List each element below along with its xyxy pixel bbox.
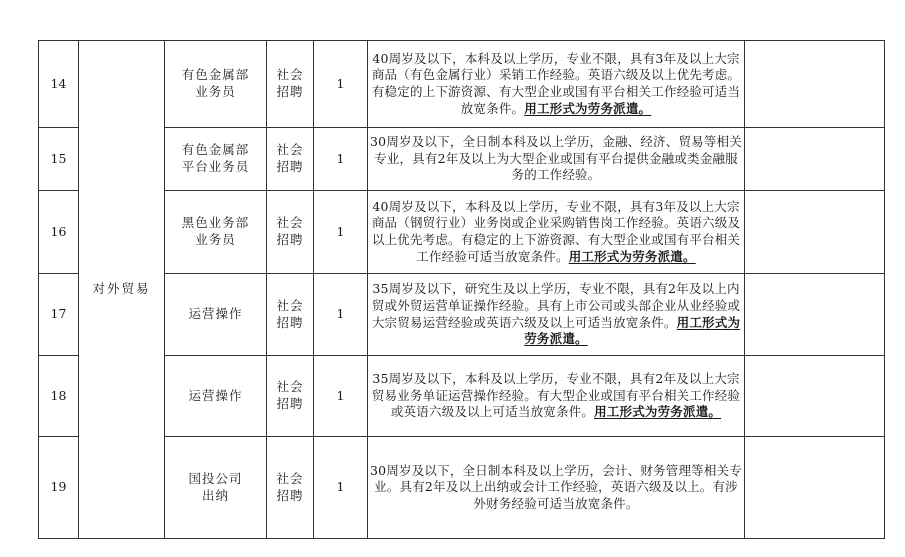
requirements-cell xyxy=(368,128,745,191)
recruit-type-cell xyxy=(267,274,314,356)
remarks-cell xyxy=(745,191,885,274)
table-row xyxy=(39,274,885,356)
table-row xyxy=(39,191,885,274)
position-cell xyxy=(165,128,267,191)
recruit-type: 社会 招聘 xyxy=(276,67,304,99)
recruit-type: 社会 招聘 xyxy=(276,142,304,174)
remarks-cell xyxy=(745,437,885,539)
employment-form-note: 用工形式为劳务派遣。 xyxy=(594,404,722,420)
recruitment-table xyxy=(38,40,885,539)
category-cell: 对外贸易 xyxy=(79,41,165,539)
position-cell xyxy=(165,274,267,356)
headcount-cell: 1 xyxy=(314,41,368,128)
recruit-type: 社会 招聘 xyxy=(276,297,304,330)
requirements-cell xyxy=(368,274,745,356)
row-number: 18 xyxy=(39,356,79,437)
headcount-cell: 1 xyxy=(314,191,368,274)
position-cell xyxy=(165,41,267,128)
remarks-cell xyxy=(745,274,885,356)
headcount-cell: 1 xyxy=(314,274,368,356)
table-row xyxy=(39,128,885,191)
position-name: 有色金属部 业务员 xyxy=(181,67,250,99)
requirements-cell xyxy=(368,437,745,539)
requirements-text: 30周岁及以下，全日制本科及以上学历，金融、经济、贸易等相关专业，具有2年及以上为大型企业或国有平台提供金融或类金融服务的工作经验。 xyxy=(370,134,742,183)
requirements-cell xyxy=(368,41,745,128)
headcount-cell: 1 xyxy=(314,437,368,539)
employment-form-note: 用工形式为劳务派遣。 xyxy=(524,100,652,116)
recruit-type-cell xyxy=(267,41,314,128)
position-cell xyxy=(165,191,267,274)
headcount-cell: 1 xyxy=(314,356,368,437)
recruit-type-cell xyxy=(267,437,314,539)
headcount-cell: 1 xyxy=(314,128,368,191)
position-name: 运营操作 xyxy=(188,387,243,403)
employment-form-note: 用工形式为劳务派遣。 xyxy=(568,248,696,264)
recruit-type: 社会 招聘 xyxy=(276,379,304,411)
recruit-type: 社会 招聘 xyxy=(276,470,304,503)
employment-form-note: 用工形式为劳务派遣。 xyxy=(524,314,741,347)
position-name: 国投公司 出纳 xyxy=(188,470,243,503)
table-row xyxy=(39,41,885,128)
row-number: 19 xyxy=(39,437,79,539)
row-number: 14 xyxy=(39,41,79,128)
remarks-cell xyxy=(745,128,885,191)
recruit-type: 社会 招聘 xyxy=(276,215,304,247)
position-cell xyxy=(165,437,267,539)
recruit-type-cell xyxy=(267,128,314,191)
requirements-text: 35周岁及以下，本科及以上学历，专业不限，具有2年及以上大宗贸易业务单证运营操作经验。有大型企业或国有平台相关工作经验或英语六级及以上可适当放宽条件。 xyxy=(371,371,741,420)
requirements-cell xyxy=(368,356,745,437)
position-name: 有色金属部 平台业务员 xyxy=(181,142,250,174)
remarks-cell xyxy=(745,356,885,437)
position-name: 运营操作 xyxy=(188,306,243,322)
position-name: 黑色业务部 业务员 xyxy=(181,215,250,247)
table-row xyxy=(39,356,885,437)
requirements-text: 40周岁及以下，本科及以上学历，专业不限，具有3年及以上大宗商品（钢贸行业）业务岗或企业采购销售岗工作经验。英语六级及以上优先考虑。有稳定的上下游资源、有大型企业或国有平台相关工作经验可适当放宽条件。 xyxy=(371,198,741,264)
row-number: 16 xyxy=(39,191,79,274)
recruit-type-cell xyxy=(267,191,314,274)
requirements-text: 40周岁及以下，本科及以上学历，专业不限，具有3年及以上大宗商品（有色金属行业）采销工作经验。英语六级及以上优先考虑。有稳定的上下游资源、有大型企业或国有平台相关工作经验可适当放宽条件。 xyxy=(371,50,741,116)
table-row xyxy=(39,437,885,539)
position-cell xyxy=(165,356,267,437)
remarks-cell xyxy=(745,41,885,128)
requirements-text: 30周岁及以下，全日制本科及以上学历，会计、财务管理等相关专业。具有2年及以上出纳或会计工作经验，英语六级及以上。有涉外财务经验可适当放宽条件。 xyxy=(370,462,742,511)
requirements-text: 35周岁及以下，研究生及以上学历，专业不限，具有2年及以上内贸或外贸运营单证操作经验。具有上市公司或头部企业从业经验或大宗贸易运营经验或英语六级及以上可适当放宽条件。 xyxy=(371,281,741,330)
row-number: 17 xyxy=(39,274,79,356)
requirements-cell xyxy=(368,191,745,274)
recruit-type-cell xyxy=(267,356,314,437)
row-number: 15 xyxy=(39,128,79,191)
